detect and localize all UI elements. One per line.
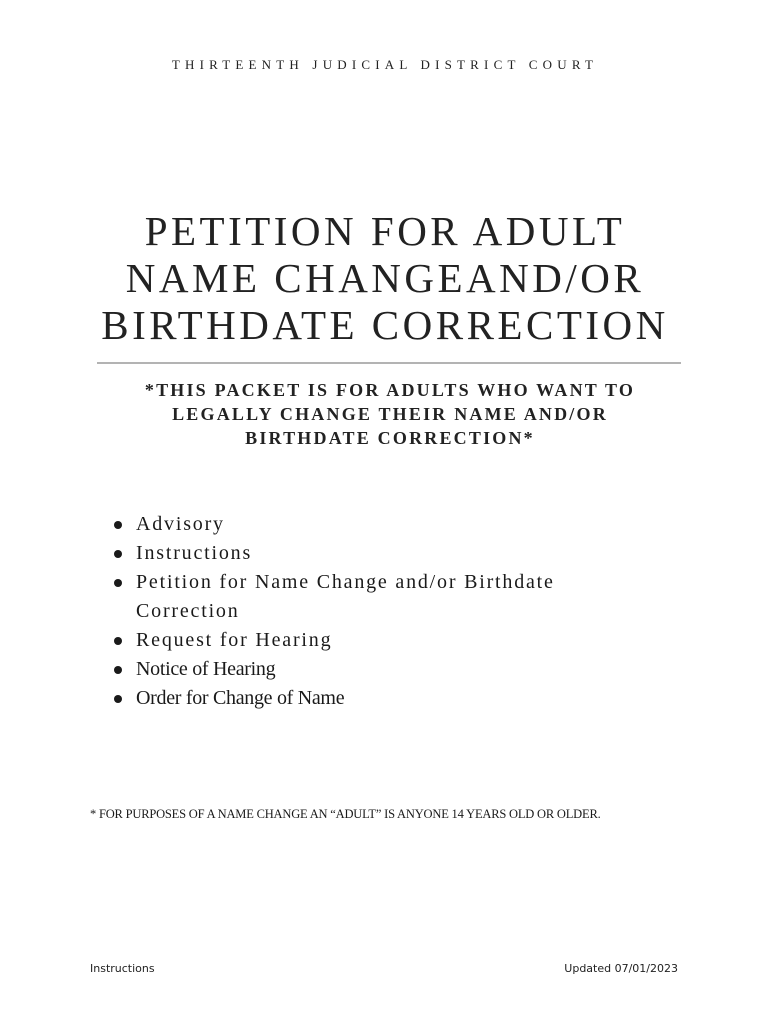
bullet-icon bbox=[114, 550, 122, 558]
title-line: NAME CHANGEAND/OR bbox=[125, 255, 645, 301]
list-item bbox=[110, 684, 670, 713]
bullet-icon bbox=[114, 579, 122, 587]
list-item bbox=[110, 626, 670, 655]
notice-line: *THIS PACKET IS FOR ADULTS WHO WANT TO bbox=[144, 380, 636, 400]
court-name-header: THIRTEENTH JUDICIAL DISTRICT COURT bbox=[171, 57, 599, 72]
bullet-icon bbox=[114, 637, 122, 645]
list-item-label: Instructions bbox=[136, 542, 253, 564]
title-line: PETITION FOR ADULT bbox=[144, 208, 626, 254]
list-item-label: Request for Hearing bbox=[136, 629, 333, 651]
list-item-label: Petition for Name Change and/or Birthdate bbox=[136, 571, 555, 593]
bullet-icon bbox=[114, 695, 122, 703]
list-item-label: Advisory bbox=[136, 513, 225, 535]
list-item bbox=[110, 568, 670, 626]
list-item-label: Order for Change of Name bbox=[136, 687, 345, 709]
list-item-continuation: Correction bbox=[136, 600, 240, 622]
notice-line: BIRTHDATE CORRECTION* bbox=[245, 428, 535, 448]
packet-contents-list bbox=[110, 510, 670, 713]
document-title bbox=[60, 208, 710, 349]
list-item-label: Notice of Hearing bbox=[136, 658, 276, 680]
notice-line: LEGALLY CHANGE THEIR NAME AND/OR bbox=[172, 404, 608, 424]
footer-updated-date: Updated 07/01/2023 bbox=[564, 962, 678, 975]
bullet-icon bbox=[114, 666, 122, 674]
adult-definition-footnote: * FOR PURPOSES OF A NAME CHANGE AN “ADULT” IS ANYONE 14 YEARS OLD OR OLDER. bbox=[90, 807, 601, 821]
title-line: BIRTHDATE CORRECTION bbox=[101, 302, 669, 348]
bullet-icon bbox=[114, 521, 122, 529]
packet-notice bbox=[90, 378, 690, 450]
list-item bbox=[110, 510, 670, 539]
list-item bbox=[110, 539, 670, 568]
title-divider bbox=[97, 362, 681, 364]
list-item bbox=[110, 655, 670, 684]
footer-section-label: Instructions bbox=[90, 962, 155, 975]
